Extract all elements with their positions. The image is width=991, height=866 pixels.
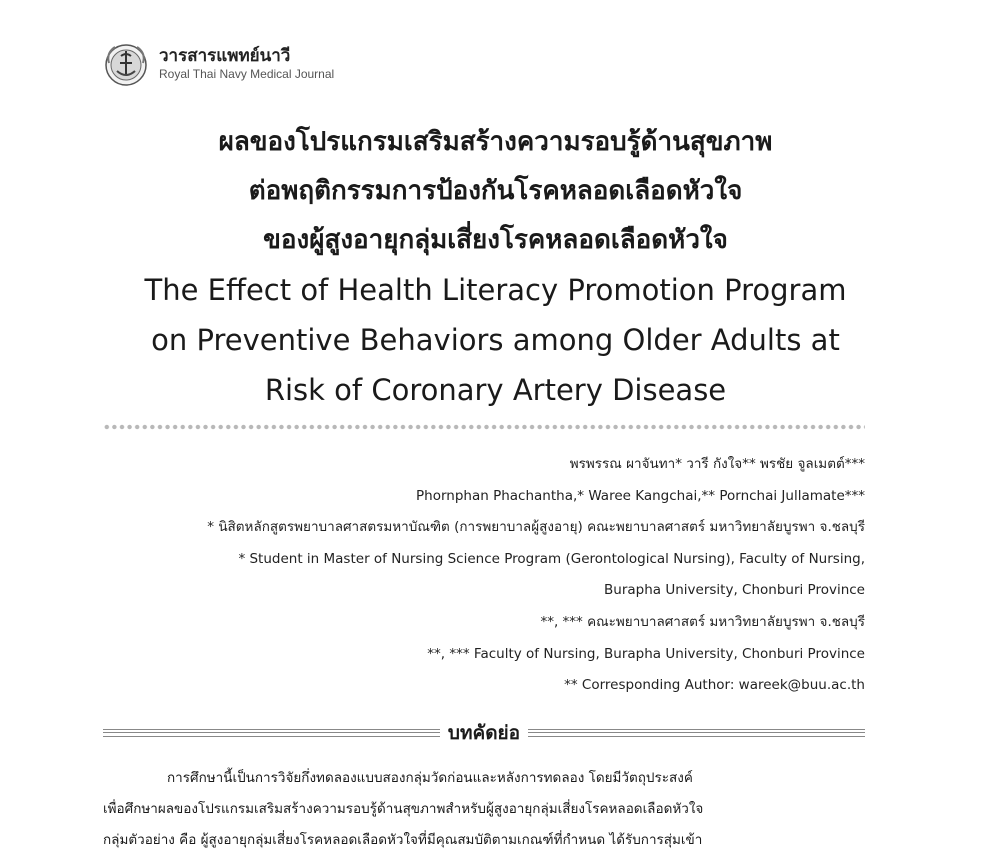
- affiliation-line: Burapha University, Chonburi Province: [604, 582, 865, 599]
- affiliation-line: **, *** คณะพยาบาลศาสตร์ มหาวิทยาลัยบูรพา จ.ชลบุรี: [540, 613, 865, 630]
- journal-masthead: [103, 40, 334, 88]
- navy-emblem-icon: [103, 41, 149, 87]
- title-thai-line: ของผู้สูงอายุกลุ่มเสี่ยงโรคหลอดเลือดหัวใจ: [263, 225, 728, 255]
- author-affiliations: [207, 449, 865, 702]
- dotted-divider: [103, 424, 865, 430]
- affiliation-line: * นิสิตหลักสูตรพยาบาลศาสตรมหาบัณฑิต (การพยาบาลผู้สูงอายุ) คณะพยาบาลศาสตร์ มหาวิทยาลัยบูรพา จ.ชลบุรี: [207, 519, 865, 536]
- abstract-line: เพื่อศึกษาผลของโปรแกรมเสริมสร้างความรอบรู้ด้านสุขภาพสำหรับผู้สูงอายุกลุ่มเสี่ยงโรคหลอดเลือดหัวใจ: [103, 801, 704, 817]
- heading-rule-right: [528, 729, 865, 737]
- abstract-line: กลุ่มตัวอย่าง คือ ผู้สูงอายุกลุ่มเสี่ยงโรคหลอดเลือดหัวใจที่มีคุณสมบัติตามเกณฑ์ที่กำหนด ได้รับการสุ่มเข้า: [103, 832, 703, 848]
- title-english-line: The Effect of Health Literacy Promotion Program: [144, 273, 847, 307]
- title-thai-line: ผลของโปรแกรมเสริมสร้างความรอบรู้ด้านสุขภาพ: [218, 127, 773, 157]
- abstract-heading: [103, 718, 865, 748]
- title-thai-line: ต่อพฤติกรรมการป้องกันโรคหลอดเลือดหัวใจ: [248, 176, 743, 206]
- abstract-body: [103, 763, 867, 856]
- title-english-line: on Preventive Behaviors among Older Adults at: [151, 323, 840, 357]
- authors-english: Phornphan Phachantha,* Waree Kangchai,** Pornchai Jullamate***: [416, 487, 865, 504]
- title-english-line: Risk of Coronary Artery Disease: [264, 373, 727, 407]
- abstract-title: บทคัดย่อ: [447, 722, 521, 744]
- authors-thai: พรพรรณ ผาจันทา* วารี กังใจ** พรชัย จูลเมตต์***: [569, 456, 865, 472]
- journal-name-english: Royal Thai Navy Medical Journal: [159, 67, 335, 81]
- corresponding-author: ** Corresponding Author: wareek@buu.ac.th: [564, 677, 865, 694]
- article-title: [60, 118, 931, 415]
- abstract-line: การศึกษานี้เป็นการวิจัยกึ่งทดลองแบบสองกลุ่มวัดก่อนและหลังการทดลอง โดยมีวัตถุประสงค์: [167, 770, 693, 786]
- affiliation-line: * Student in Master of Nursing Science Program (Gerontological Nursing), Faculty of Nursing,: [238, 550, 865, 567]
- affiliation-line: **, *** Faculty of Nursing, Burapha University, Chonburi Province: [427, 645, 865, 662]
- journal-name-thai: วารสารแพทย์นาวี: [159, 46, 291, 66]
- heading-rule-left: [103, 729, 440, 737]
